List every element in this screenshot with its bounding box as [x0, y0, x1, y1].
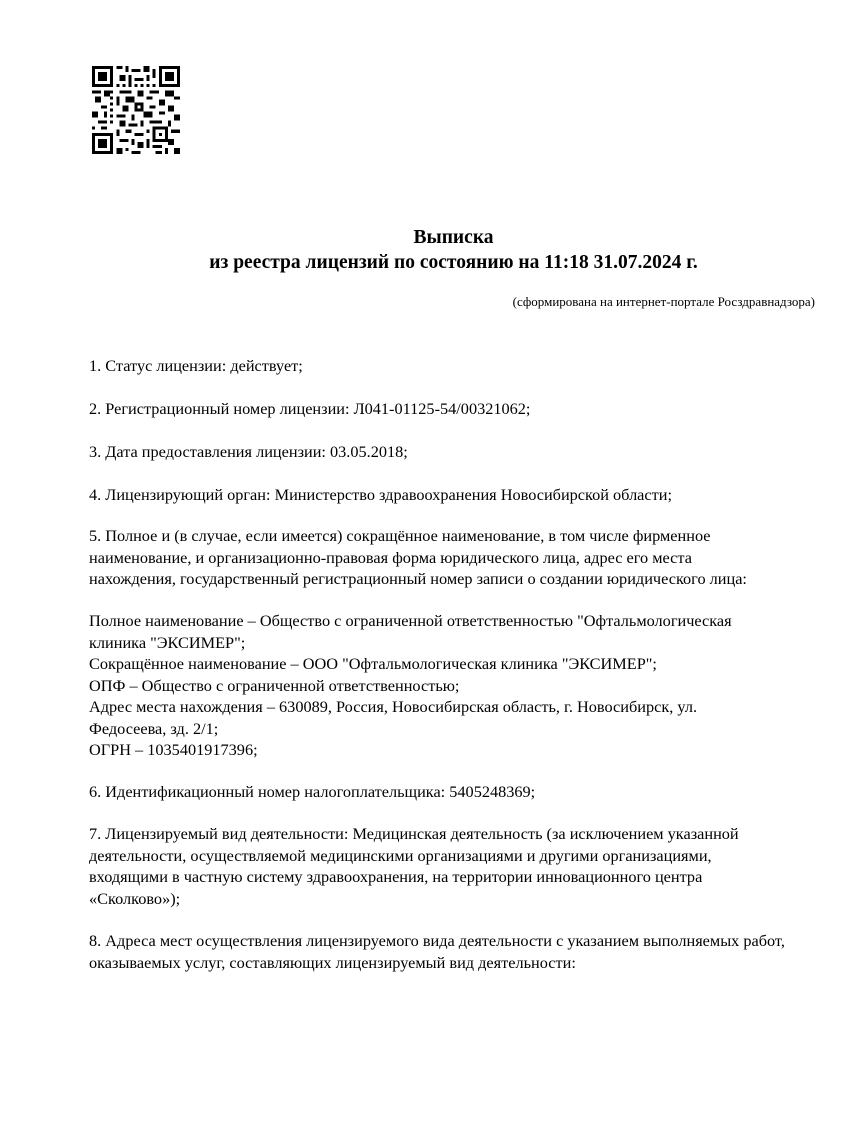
licensed-activity: 7. Лицензируемый вид деятельности: Медицинская деятельность (за исключением указанной деятельности, осуществляемой медицинскими организациями и другими организациями, входящими в частную систему здравоохранения, на территории инновационного центра «Сколково»);: [89, 824, 743, 908]
org-short-name: Сокращённое наименование – ООО "Офтальмологическая клиника "ЭКСИМЕР";: [89, 654, 657, 673]
activity-addresses-heading: 8. Адреса мест осуществления лицензируемого вида деятельности с указанием выполняемых работ, оказываемых услуг, составляющих лицензируемый вид деятельности:: [89, 931, 789, 972]
document-title: Выписка: [413, 227, 494, 248]
licensing-authority: 4. Лицензирующий орган: Министерство здравоохранения Новосибирской области;: [89, 485, 672, 504]
generated-note: (сформирована на интернет-портале Росздравнадзора): [512, 294, 815, 309]
qr-code-icon: [92, 66, 180, 154]
license-date: 3. Дата предоставления лицензии: 03.05.2018;: [89, 442, 408, 461]
org-ogrn: ОГРН – 1035401917396;: [89, 740, 258, 759]
license-status: 1. Статус лицензии: действует;: [89, 356, 303, 375]
org-full-name: Полное наименование – Общество с ограниченной ответственностью "Офтальмологическая клиника "ЭКСИМЕР";: [89, 611, 736, 652]
taxpayer-id: 6. Идентификационный номер налогоплательщика: 5405248369;: [89, 782, 536, 801]
legal-entity-heading: 5. Полное и (в случае, если имеется) сокращённое наименование, в том числе фирменное наименование, и организационно-правовая форма юридического лица, адрес его места нахождения, государственный регистрационный номер записи о создании юридического лица:: [89, 526, 747, 589]
org-address: Адрес места нахождения – 630089, Россия, Новосибирская область, г. Новосибирск, ул. Федосеева, зд. 2/1;: [89, 697, 702, 738]
license-number: 2. Регистрационный номер лицензии: Л041-01125-54/00321062;: [89, 399, 531, 418]
document-subtitle: из реестра лицензий по состоянию на 11:18 31.07.2024 г.: [209, 252, 698, 273]
org-legal-form: ОПФ – Общество с ограниченной ответственностью;: [89, 676, 460, 695]
